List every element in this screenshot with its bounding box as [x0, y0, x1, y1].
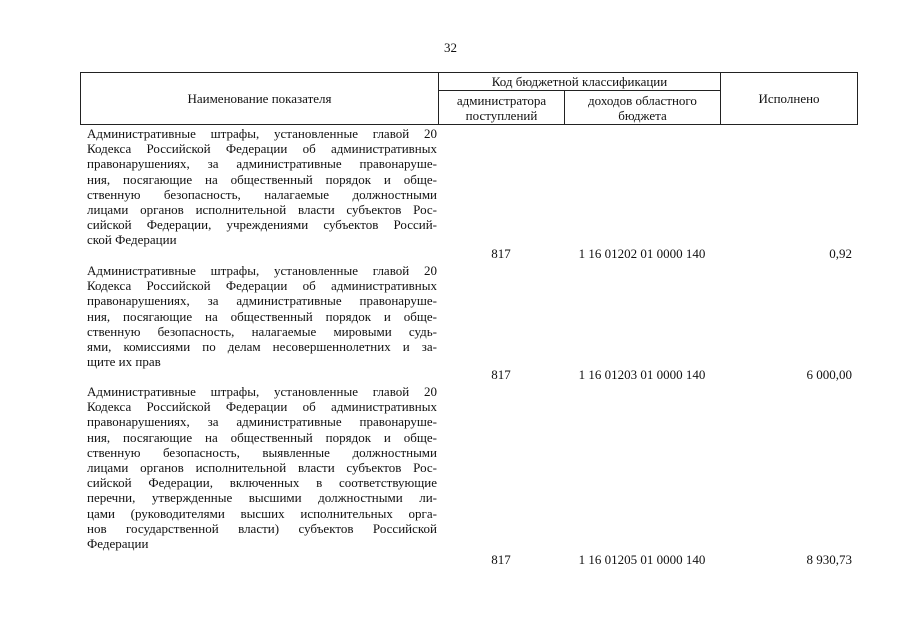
description-line: цами (руководителями высших исполнительных орга- — [87, 505, 437, 521]
description-line: лицами органов исполнительной власти субъектов Рос- — [87, 460, 437, 476]
row-admin-code: 817 — [491, 246, 511, 261]
header-name: Наименование показателя — [81, 73, 439, 124]
description-line: Административные штрафы, установленные главой 20 — [87, 384, 437, 399]
description-line: правонарушениях, за административные правонаруше- — [87, 156, 437, 172]
header-budget-code: Код бюджетной классификации — [439, 73, 721, 91]
row-description — [87, 263, 437, 369]
description-line: ственную безопасность, налагаемые мировыми судь- — [87, 323, 437, 339]
header-administrator: администратора поступлений — [439, 91, 565, 124]
description-line: ния, посягающие на общественный порядок и обще- — [87, 308, 437, 324]
description-line: сийской Федерации, учреждениями субъектов Россий- — [87, 217, 437, 233]
description-line: щите их прав — [87, 354, 161, 370]
description-line: правонарушениях, за административные правонаруше- — [87, 293, 437, 309]
row-executed: 0,92 — [829, 246, 852, 261]
page-number: 32 — [444, 40, 457, 55]
description-line: Кодекса Российской Федерации об административных — [87, 278, 437, 294]
row-admin-code: 817 — [491, 552, 511, 567]
description-line: ственную безопасность, налагаемые должностными — [87, 186, 437, 202]
description-line: Административные штрафы, установленные главой 20 — [87, 126, 437, 141]
description-line: перечни, утвержденные высшими должностными ли- — [87, 490, 437, 506]
table-header — [80, 72, 858, 125]
description-line: лицами органов исполнительной власти субъектов Рос- — [87, 202, 437, 218]
description-line: Федерации — [87, 536, 149, 552]
description-line: ния, посягающие на общественный порядок и обще- — [87, 429, 437, 445]
row-description — [87, 126, 437, 248]
row-admin-code: 817 — [491, 367, 511, 382]
description-line: Кодекса Российской Федерации об административных — [87, 141, 437, 157]
header-executed: Исполнено — [758, 91, 820, 106]
description-line: ями, комиссиями по делам несовершеннолетних и за- — [87, 339, 437, 355]
description-line: Кодекса Российской Федерации об административных — [87, 399, 437, 415]
row-description — [87, 384, 437, 551]
description-line: ния, посягающие на общественный порядок и обще- — [87, 171, 437, 187]
description-line: ской Федерации — [87, 232, 177, 248]
description-line: сийской Федерации, включенных в соответствующие — [87, 475, 437, 491]
row-income-code: 1 16 01205 01 0000 140 — [578, 552, 706, 567]
description-line: правонарушениях, за административные правонаруше- — [87, 414, 437, 430]
row-executed: 6 000,00 — [806, 367, 852, 382]
row-executed: 8 930,73 — [806, 552, 852, 567]
header-regional-income: доходов областного бюджета — [565, 91, 721, 124]
description-line: нов государственной власти) субъектов Российской — [87, 520, 437, 536]
row-income-code: 1 16 01202 01 0000 140 — [578, 246, 706, 261]
description-line: Административные штрафы, установленные главой 20 — [87, 263, 437, 278]
description-line: ственную безопасность, выявленные должностными — [87, 444, 437, 460]
row-income-code: 1 16 01203 01 0000 140 — [578, 367, 706, 382]
